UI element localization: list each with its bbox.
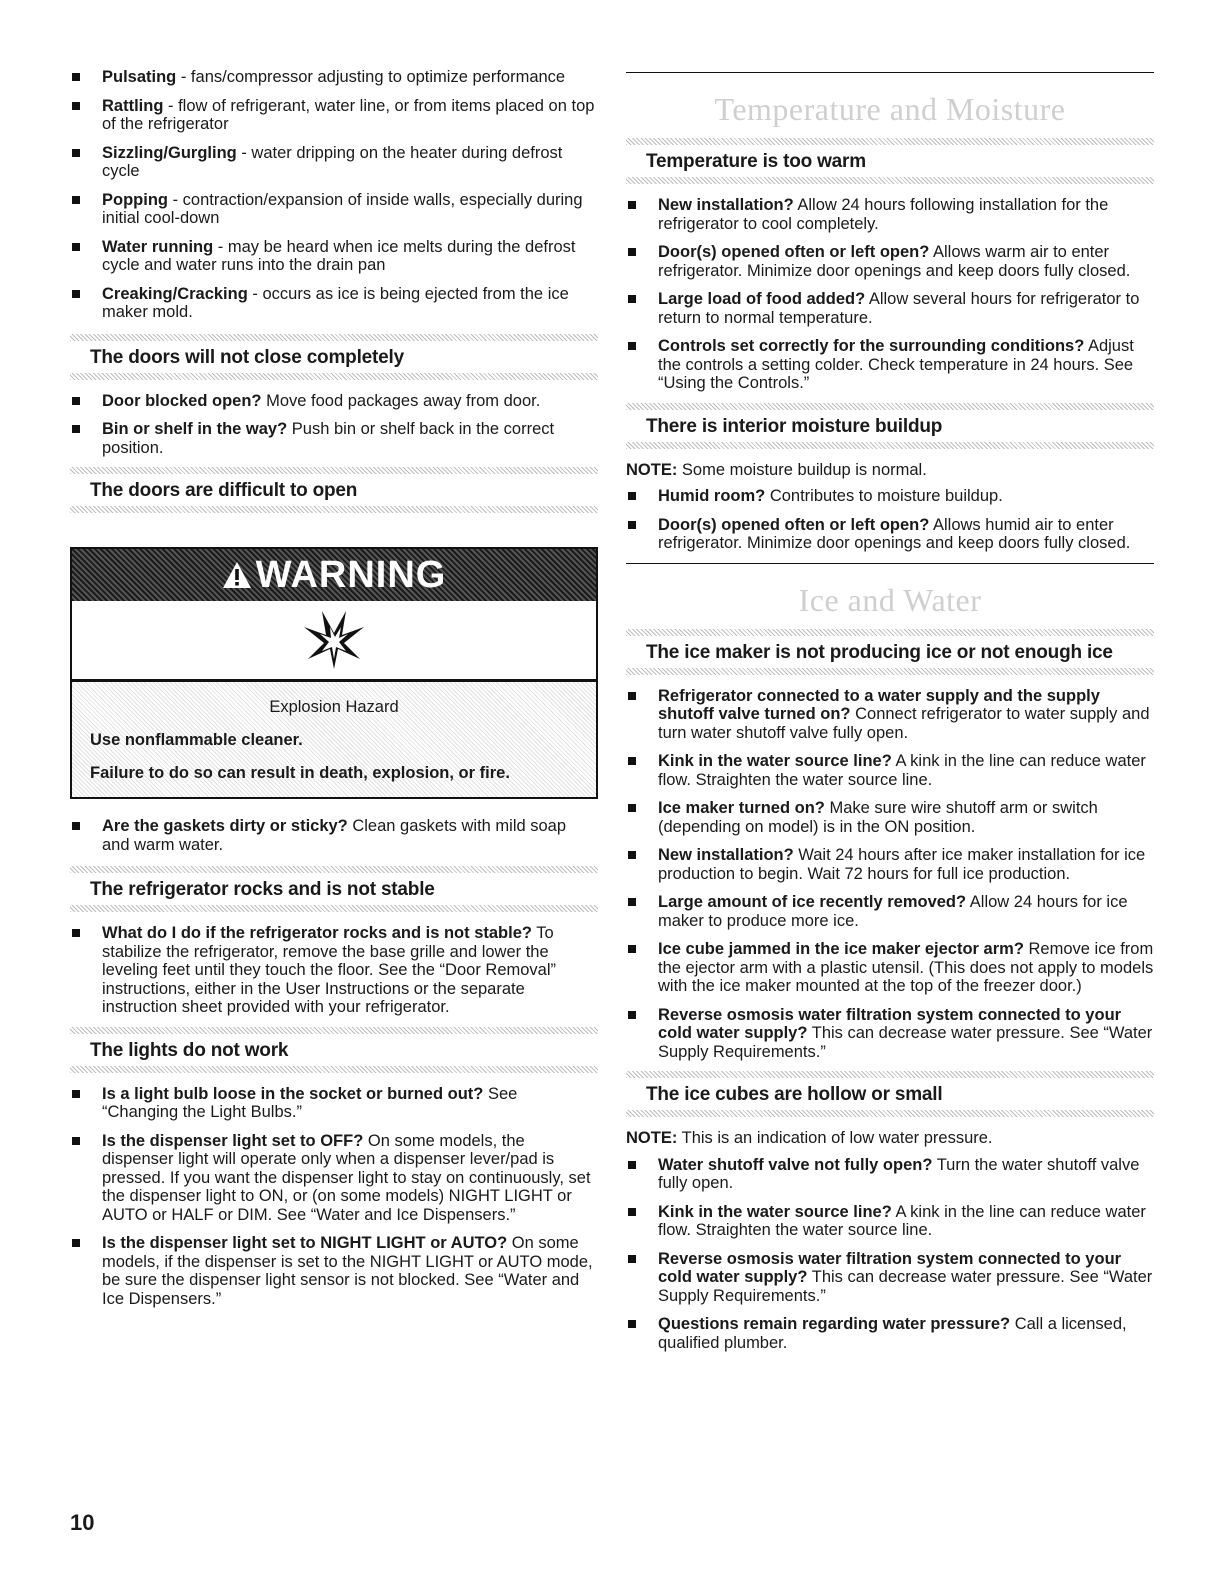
left-column [70,0,598,1318]
item-lead: Reverse osmosis water filtration system connected to your cold water supply? [658,1249,1122,1286]
noise-list [70,68,598,322]
section-title: The doors are difficult to open [70,474,598,506]
section-divider [70,506,598,513]
section-divider [626,177,1154,184]
item-lead: Pulsating [102,68,177,86]
list-item [626,243,1154,280]
item-text: - water dripping on the heater during defrost cycle [102,143,563,180]
section-title: There is interior moisture buildup [626,410,1154,442]
banner-title: Ice and Water [798,581,982,618]
item-text: Make sure wire shutoff arm or switch (depending on model) is in the ON position. [658,799,1098,836]
section-ice-not-producing [626,629,1154,675]
section-divider [626,1110,1154,1117]
warning-box [70,547,598,799]
item-lead: New installation? [658,196,794,214]
item-text: This can decrease water pressure. See “Water Supply Requirements.” [658,1268,1153,1305]
item-text: This can decrease water pressure. See “Water Supply Requirements.” [658,1024,1153,1061]
item-lead: What do I do if the refrigerator rocks and is not stable? [102,924,532,942]
section-divider [626,629,1154,636]
list-item [626,196,1154,233]
item-lead: Bin or shelf in the way? [102,420,288,438]
too-warm-list [626,196,1154,393]
doors-not-close-list [70,392,598,458]
item-text: - contraction/expansion of inside walls, especially during initial cool-down [102,190,583,227]
section-title: The ice cubes are hollow or small [626,1078,1154,1110]
rocks-list [70,924,598,1017]
section-divider [626,403,1154,410]
item-lead: Large amount of ice recently removed? [658,893,967,911]
item-text: Turn the water shutoff valve fully open. [658,1155,1140,1192]
item-text: Remove ice from the ejector arm with a plastic utensil. (This does not apply to models with the ice maker mounted at the top of the freezer door.) [658,940,1154,995]
list-item [70,97,598,134]
item-text: - fans/compressor adjusting to optimize performance [176,68,566,86]
banner-title: Temperature and Moisture [714,91,1066,127]
item-lead: Humid room? [658,487,766,505]
item-lead: Large load of food added? [658,290,866,308]
item-lead: Ice maker turned on? [658,799,825,817]
list-item [70,1234,598,1308]
section-hollow [626,1071,1154,1117]
item-text: Allow 24 hours following installation for the refrigerator to cool completely. [658,196,1109,233]
list-item [626,1006,1154,1062]
item-lead: Is a light bulb loose in the socket or burned out? [102,1084,484,1103]
warning-title: WARNING [222,554,447,597]
list-item [626,940,1154,996]
item-lead: Is the dispenser light set to NIGHT LIGHT or AUTO? [102,1234,508,1252]
list-item [70,144,598,181]
item-lead: Sizzling/Gurgling [102,143,237,162]
item-lead: Refrigerator connected to a water supply and the supply shutoff valve turned on? [658,686,1100,723]
list-item [70,285,598,322]
item-lead: Water shutoff valve not fully open? [658,1155,933,1174]
section-title: The ice maker is not producing ice or not enough ice [626,636,1154,668]
section-title: The refrigerator rocks and is not stable [70,873,598,905]
item-text: Call a licensed, qualified plumber. [658,1315,1127,1352]
section-divider [70,1066,598,1073]
item-lead: Water running [102,237,214,256]
hollow-list [626,1156,1154,1353]
list-item [626,1203,1154,1240]
list-item [626,1250,1154,1306]
list-item [626,893,1154,930]
section-divider [70,373,598,380]
item-lead: Kink in the water source line? [658,752,892,770]
item-text: A kink in the line can reduce water flow. Straighten the water source line. [658,752,1146,789]
temp-moisture-banner [626,72,1154,138]
list-item [70,420,598,457]
item-lead: Kink in the water source line? [658,1202,892,1221]
section-divider [626,138,1154,145]
list-item [626,516,1154,553]
section-divider [70,905,598,912]
item-lead: Ice cube jammed in the ice maker ejector arm? [658,940,1024,958]
moisture-note: NOTE: Some moisture buildup is normal. [626,460,927,479]
item-text: Clean gaskets with mild soap and warm water. [102,817,567,854]
section-title: The lights do not work [70,1034,598,1066]
item-text: Allows warm air to enter refrigerator. Minimize door openings and keep doors fully closed. [658,243,1131,280]
list-item [70,68,598,87]
item-lead: Questions remain regarding water pressure? [658,1315,1011,1333]
item-lead: Creaking/Cracking [102,284,248,303]
list-item [70,238,598,275]
warning-line-1: Use nonflammable cleaner. [90,731,303,749]
item-lead: New installation? [658,846,794,864]
item-text: Move food packages away from door. [261,391,541,410]
item-text: Wait 24 hours after ice maker installation for ice production to begin. Wait 72 hours for full ice production. [658,846,1146,883]
list-item [70,817,598,854]
item-lead: Reverse osmosis water filtration system connected to your cold water supply? [658,1005,1122,1042]
ice-not-producing-list [626,687,1154,1062]
section-divider [626,1071,1154,1078]
warning-hazard: Explosion Hazard [269,698,399,716]
warning-triangle-icon [222,561,252,589]
item-text: - may be heard when ice melts during the defrost cycle and water runs into the drain pan [102,237,576,274]
hollow-note: NOTE: This is an indication of low water pressure. [626,1129,993,1147]
item-lead: Door blocked open? [102,391,262,410]
section-doors-not-close [70,334,598,380]
warning-body [72,682,596,797]
item-text: To stabilize the refrigerator, remove the base grille and lower the leveling feet until they touch the floor. See the “Door Removal” instructions, either in the User Instructions or the separate instruction sheet provided with your refrigerator. [102,924,556,1016]
gaskets-list [70,817,598,854]
list-item [70,392,598,411]
list-item [626,1315,1154,1352]
item-lead: Controls set correctly for the surrounding conditions? [658,337,1085,355]
item-text: See “Changing the Light Bulbs.” [102,1084,518,1121]
lights-list [70,1085,598,1309]
moisture-list [626,487,1154,553]
section-divider [70,1027,598,1034]
item-lead: Popping [102,190,168,209]
section-too-warm [626,138,1154,184]
list-item [70,1085,598,1122]
list-item [626,687,1154,743]
list-item [626,1156,1154,1193]
section-divider [70,467,598,474]
list-item [626,290,1154,327]
list-item [70,191,598,228]
explosion-icon [302,609,366,671]
list-item [70,924,598,1017]
section-divider [626,442,1154,449]
ice-water-banner [626,563,1154,629]
section-divider [70,334,598,341]
item-text: Push bin or shelf back in the correct position. [102,420,555,457]
list-item [626,799,1154,836]
item-lead: Door(s) opened often or left open? [658,243,930,261]
item-text: - flow of refrigerant, water line, or from items placed on top of the refrigerator [102,96,595,133]
item-text: - occurs as ice is being ejected from the ice maker mold. [102,284,569,321]
page-number: 10 [70,1510,95,1535]
item-text: Adjust the controls a setting colder. Check temperature in 24 hours. See “Using the Controls.” [658,337,1134,392]
section-divider [626,668,1154,675]
list-item [626,846,1154,883]
item-lead: Is the dispenser light set to OFF? [102,1131,364,1150]
warning-line-2: Failure to do so can result in death, explosion, or fire. [90,764,510,782]
item-text: Connect refrigerator to water supply and turn water shutoff valve fully open. [658,705,1150,742]
warning-pictogram [72,601,596,682]
section-lights [70,1027,598,1073]
item-text: Allow 24 hours for ice maker to produce more ice. [658,893,1128,930]
section-doors-difficult [70,467,598,513]
right-column [626,0,1154,1362]
item-lead: Rattling [102,96,164,115]
list-item [70,1132,598,1225]
list-item [626,337,1154,393]
section-rocks [70,866,598,912]
section-title: Temperature is too warm [626,145,1154,177]
section-divider [70,866,598,873]
item-lead: Door(s) opened often or left open? [658,515,930,534]
item-lead: Are the gaskets dirty or sticky? [102,817,348,835]
item-text: On some models, if the dispenser is set to the NIGHT LIGHT or AUTO mode, be sure the dispenser light sensor is not blocked. See “Water and Ice Dispensers.” [102,1234,593,1308]
item-text: A kink in the line can reduce water flow. Straighten the water source line. [658,1202,1146,1239]
section-title: The doors will not close completely [70,341,598,373]
item-text: Contributes to moisture buildup. [765,487,1003,505]
item-text: On some models, the dispenser light will operate only when a dispenser lever/pad is pressed. If you want the dispenser light to stay on continuously, set the dispenser light to ON, or (on some models) NIGHT LIGHT or AUTO or HALF or DIM. See “Water and Ice Dispensers.” [102,1131,591,1224]
section-moisture [626,403,1154,449]
list-item [626,487,1154,506]
warning-header [72,549,596,601]
list-item [626,752,1154,789]
item-text: Allow several hours for refrigerator to return to normal temperature. [658,290,1140,327]
item-text: Allows humid air to enter refrigerator. Minimize door openings and keep doors fully closed. [658,515,1131,552]
